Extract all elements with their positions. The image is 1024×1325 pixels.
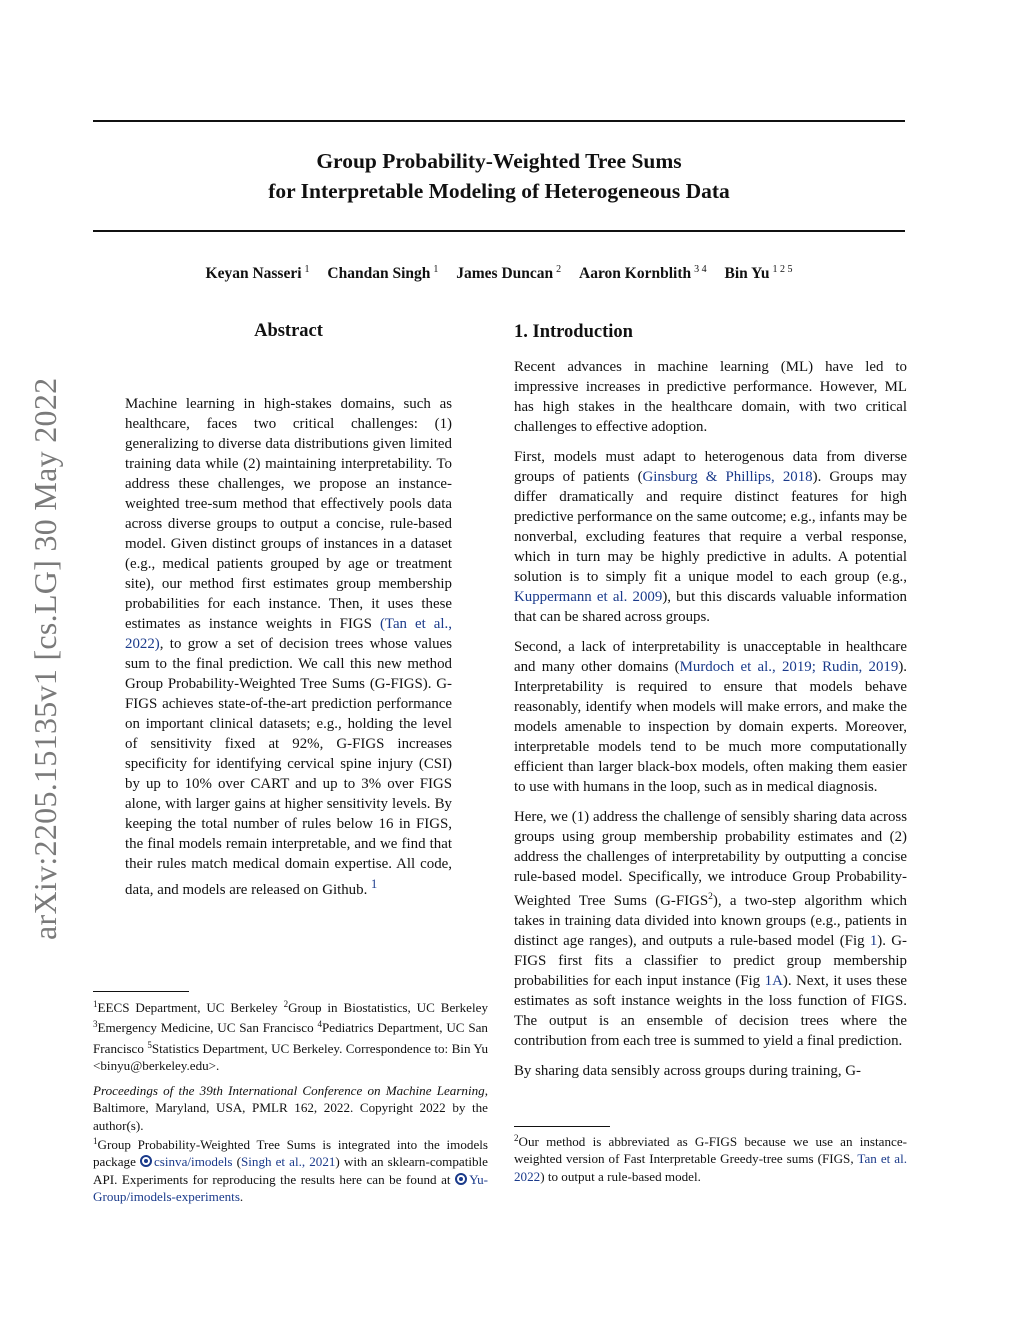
imodels-link[interactable]: csinva/imodels bbox=[153, 1154, 233, 1170]
github-icon bbox=[455, 1173, 467, 1185]
author: Aaron Kornblith $^{3 4}$ bbox=[579, 264, 707, 282]
figure-link[interactable]: 1A bbox=[764, 973, 783, 989]
footnote-1: $^1$Group Probability-Weighted Tree Sums is integrated into the imodels package csinva/imodels (Singh et al., 2021) with an sklearn-compatible API. Experiments for reproducing the results here can be found at Yu-Group/imodels-experiments. bbox=[93, 1136, 488, 1204]
author: Bin Yu $^{1 2 5}$ bbox=[724, 264, 793, 282]
author-list bbox=[93, 264, 905, 283]
paper-title-line1: Group Probability-Weighted Tree Sums bbox=[316, 149, 682, 173]
author: Chandan Singh $^1$ bbox=[327, 264, 439, 282]
citation-link[interactable]: Tan et al. 2022 bbox=[514, 1151, 907, 1184]
footnote-rule bbox=[93, 991, 189, 992]
affiliations-footnote: $^1$EECS Department, UC Berkeley $^2$Group in Biostatistics, UC Berkeley $^3$Emergency Medicine, UC San Francisco $^4$Pediatrics Department, UC San Francisco $^5$Statistics Department, UC Berkeley. Correspondence to: Bin Yu <binyu@berkeley.edu>. bbox=[93, 999, 488, 1073]
intro-paragraph: First, models must adapt to heterogenous data from diverse groups of patients (Ginsburg & Phillips, 2018). Groups may differ dramatically and require distinct features for high predictive performance on the same outcome; e.g., infants may be nonverbal, excluding features that require a verbal response, which in turn may be highly predictive in adults. A potential solution is to simply fit a unique model to each group (e.g., Kuppermann et al. 2009), but this discards valuable information that can be shared across groups. bbox=[514, 449, 908, 625]
github-icon bbox=[140, 1155, 152, 1167]
introduction-body bbox=[514, 357, 907, 1091]
intro-paragraph: Here, we (1) address the challenge of sensibly sharing data across groups using group membership probability estimates and (2) address the challenges of interpretability by outputting a concise rule-based model. Specifically, we introduce Group Probability-Weighted Tree Sums (G-FIGS$^2$), a two-step algorithm which takes in training data divided into known groups (e.g., patients in distinct age ranges), and outputs a rule-based model (Fig 1). G-FIGS first fits a classifier to predict group membership probabilities for each input instance (Fig 1A). Next, it uses these estimates as soft instance weights in the loss function of FIGS. The output is an ensemble of decision trees where the contribution from each tree is summed to yield a final prediction. bbox=[514, 809, 907, 1049]
experiments-link[interactable]: Yu-Group/imodels-experiments bbox=[93, 1171, 488, 1204]
proceedings-note: Proceedings of the 39th International Conference on Machine Learning, Baltimore, Maryland, USA, PMLR 162, 2022. Copyright 2022 by the author(s). bbox=[93, 1083, 488, 1133]
paper-title-line2: for Interpretable Modeling of Heterogeneous Data bbox=[268, 179, 730, 203]
footnote-mark[interactable]: 1 bbox=[371, 877, 378, 891]
author: James Duncan $^2$ bbox=[456, 264, 562, 282]
abstract-heading: Abstract bbox=[254, 321, 323, 341]
abstract-body: Machine learning in high-stakes domains, such as healthcare, faces two critical challenges: (1) generalizing to diverse data distributions given limited training data while (2) maintaining interpretability. To address these challenges, we propose an instance-weighted tree-sum method that effectively pools data across diverse groups to output a concise, rule-based model. Given distinct groups of instances in a dataset (e.g., medical patients grouped by age or treatment site), our method first estimates group membership probabilities for each instance. Then, it uses these estimates as instance weights in FIGS (Tan et al., 2022), to grow a set of decision trees whose values sum to the final prediction. We call this new method Group Probability-Weighted Tree Sums (G-FIGS). G-FIGS achieves state-of-the-art prediction performance on important clinical datasets; e.g., holding the level of sensitivity fixed at 92%, G-FIGS increases specificity for identifying cervical spine injury (CSI) by up to 10% over CART and up to 3% over FIGS alone, with larger gains at higher sensitivity levels. By keeping the total number of rules below 16 in FIGS, the final models remain interpretable, and we find that their rules match medical domain expertise. All code, data, and models are released on Github. $^1$ bbox=[125, 396, 452, 898]
citation-link[interactable]: Singh et al., 2021 bbox=[240, 1154, 336, 1170]
figure-link[interactable]: 1 bbox=[869, 933, 878, 949]
introduction-heading: 1. Introduction bbox=[514, 322, 633, 342]
citation-link[interactable]: (Tan et al., 2022) bbox=[125, 616, 452, 652]
citation-link[interactable]: Ginsburg & Phillips, 2018 bbox=[642, 469, 813, 485]
author: Keyan Nasseri $^1$ bbox=[205, 264, 310, 282]
intro-paragraph: Recent advances in machine learning (ML) have led to impressive increases in predictive performance. However, ML has high stakes in the healthcare domain, with two critical challenges to effective adoption. bbox=[514, 359, 907, 435]
title-bottom-rule bbox=[93, 230, 905, 232]
intro-paragraph: By sharing data sensibly across groups during training, G- bbox=[514, 1063, 861, 1079]
arxiv-sidebar-id: arXiv:2205.15135v1 [cs.LG] 30 May 2022 bbox=[27, 377, 63, 940]
title-top-rule bbox=[93, 120, 905, 122]
footnote-2: $^2$Our method is abbreviated as G-FIGS because we use an instance-weighted version of Fast Interpretable Greedy-tree sums (FIGS, Tan et al. 2022) to output a rule-based model. bbox=[514, 1133, 907, 1184]
citation-link[interactable]: Murdoch et al., 2019; Rudin, 2019 bbox=[679, 659, 899, 675]
footnote-rule bbox=[514, 1126, 610, 1127]
citation-link[interactable]: Kuppermann et al. 2009 bbox=[514, 589, 663, 605]
intro-paragraph: Second, a lack of interpretability is unacceptable in healthcare and many other domains (Murdoch et al., 2019; Rudin, 2019). Interpretability is required to ensure that models behave reasonably, identify when models will make errors, and make the models amenable to inspection by domain experts. Moreover, interpretable models tend to be much more computationally efficient than larger black-box models, often making them easier to use with humans in the loop, such as in medical diagnosis. bbox=[514, 639, 907, 795]
